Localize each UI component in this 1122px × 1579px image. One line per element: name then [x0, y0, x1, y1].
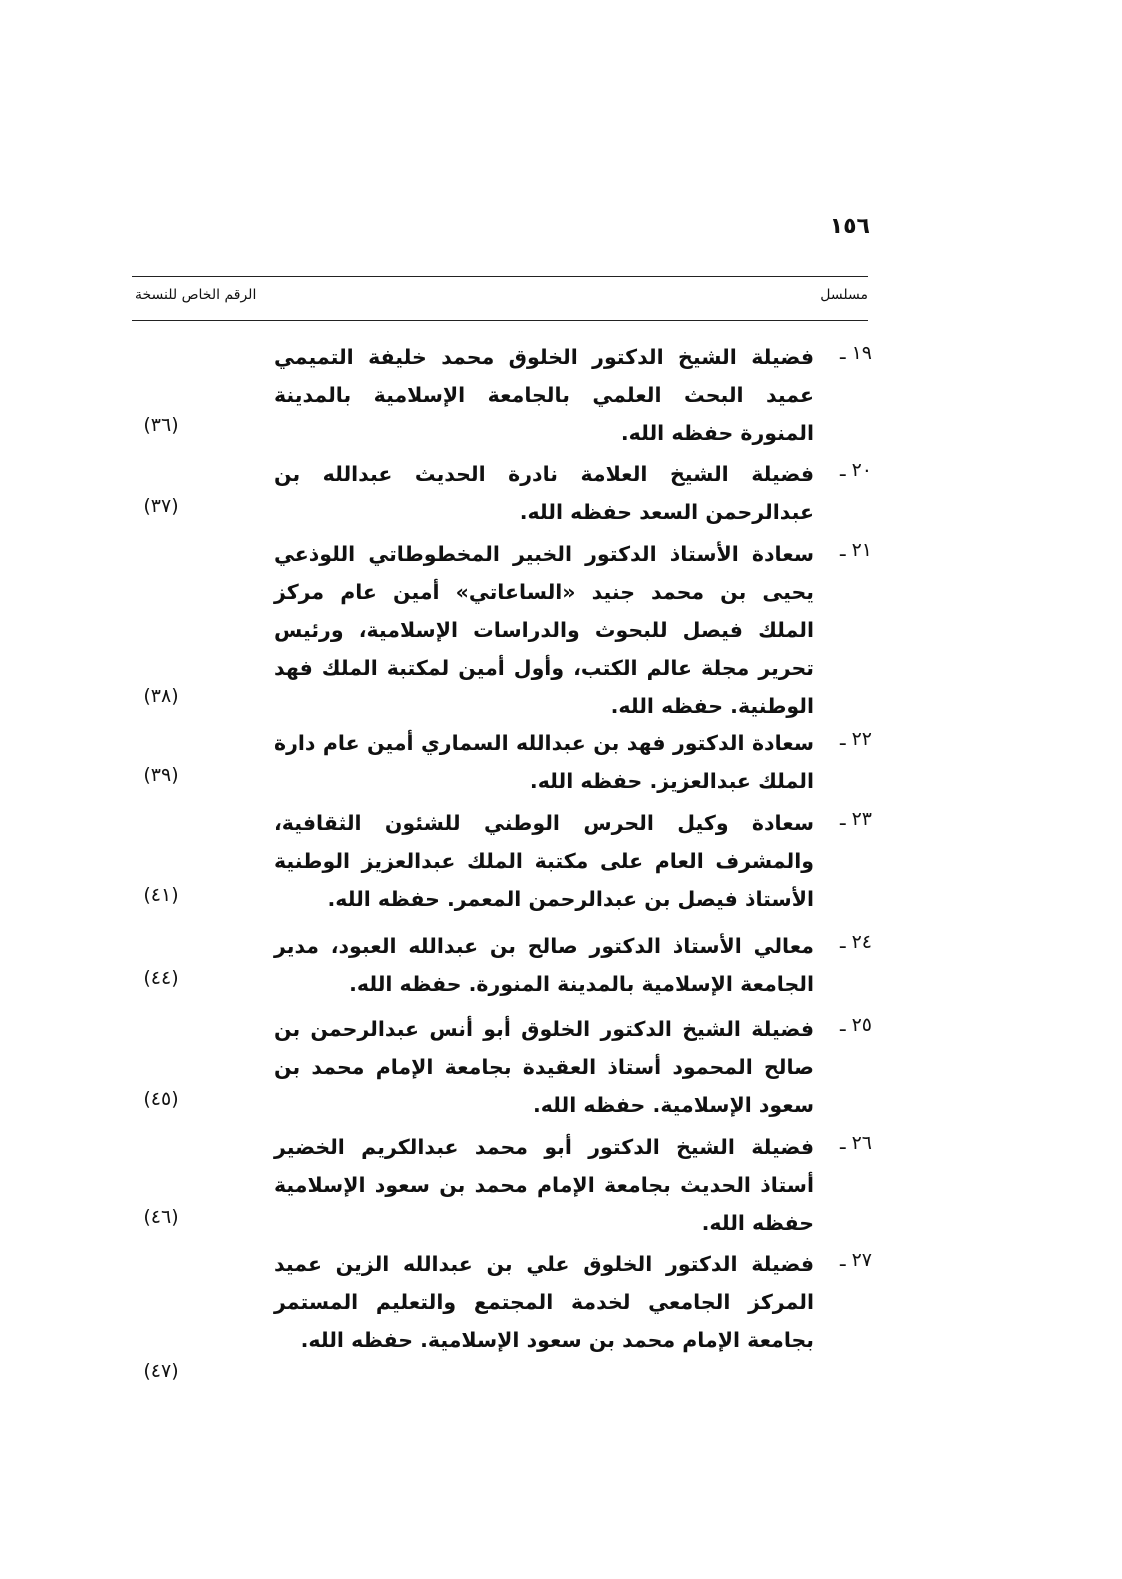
entry-number: ٢٧ ـ — [839, 1249, 872, 1271]
entry-text: سعادة الأستاذ الدكتور الخبير المخطوطاتي اللوذعي يحيى بن محمد جنيد «الساعاتي» أمين عام مركز الملك فيصل للبحوث والدراسات الإسلامية، ورئيس تحرير مجلة عالم الكتب، وأول أمين لمكتبة الملك فهد الوطنية. حفظه الله. — [274, 542, 814, 718]
entry-copy-number: (٤٦) — [143, 1206, 179, 1228]
entry-copy-number: (٣٩) — [143, 764, 179, 786]
list-item — [130, 804, 872, 924]
entry-number: ٢٣ ـ — [839, 808, 872, 830]
entry-copy-number: (٤١) — [143, 884, 179, 906]
entry-text: سعادة الدكتور فهد بن عبدالله السماري أمين عام دارة الملك عبدالعزيز. حفظه الله. — [274, 731, 814, 793]
entry-text: سعادة وكيل الحرس الوطني للشئون الثقافية، والمشرف العام على مكتبة الملك عبدالعزيز الوطنية الأستاذ فيصل بن عبدالرحمن المعمر. حفظه الله. — [274, 811, 814, 911]
list-item — [130, 1010, 872, 1130]
entry-text: معالي الأستاذ الدكتور صالح بن عبدالله العبود، مدير الجامعة الإسلامية بالمدينة المنورة. حفظه الله. — [274, 934, 814, 996]
list-item — [130, 338, 872, 448]
copy-number-column-header: الرقم الخاص للنسخة — [135, 287, 257, 303]
entry-number: ٢٥ ـ — [839, 1014, 872, 1036]
page-number: ١٥٦ — [829, 214, 870, 239]
list-item — [130, 535, 872, 725]
entry-number: ١٩ ـ — [839, 342, 872, 364]
serial-column-header: مسلسل — [820, 287, 868, 303]
entry-number: ٢١ ـ — [839, 539, 872, 561]
entry-number: ٢٠ ـ — [839, 459, 872, 481]
entry-text: فضيلة الشيخ العلامة نادرة الحديث عبدالله بن عبدالرحمن السعد حفظه الله. — [274, 462, 814, 524]
entry-copy-number: (٤٥) — [143, 1088, 179, 1110]
entry-text: فضيلة الدكتور الخلوق علي بن عبدالله الزين عميد المركز الجامعي لخدمة المجتمع والتعليم المستمر بجامعة الإمام محمد بن سعود الإسلامية. حفظه الله. — [274, 1252, 814, 1352]
entry-number: ٢٢ ـ — [839, 728, 872, 750]
entry-text: فضيلة الشيخ الدكتور الخلوق أبو أنس عبدالرحمن بن صالح المحمود أستاذ العقيدة بجامعة الإمام محمد بن سعود الإسلامية. حفظه الله. — [274, 1017, 814, 1117]
header-bottom-rule — [132, 320, 868, 321]
entry-copy-number: (٣٨) — [143, 685, 179, 707]
header-top-rule — [132, 276, 868, 277]
entry-copy-number: (٣٦) — [143, 414, 179, 436]
entry-copy-number: (٤٤) — [143, 967, 179, 989]
entry-copy-number: (٣٧) — [143, 495, 179, 517]
entry-number: ٢٤ ـ — [839, 931, 872, 953]
entry-text: فضيلة الشيخ الدكتور أبو محمد عبدالكريم الخضير أستاذ الحديث بجامعة الإمام محمد بن سعود الإسلامية حفظه الله. — [274, 1135, 814, 1235]
list-item — [130, 1128, 872, 1248]
entry-number: ٢٦ ـ — [839, 1132, 872, 1154]
entry-text: فضيلة الشيخ الدكتور الخلوق محمد خليفة التميمي عميد البحث العلمي بالجامعة الإسلامية بالمدينة المنورة حفظه الله. — [274, 345, 814, 445]
entry-copy-number: (٤٧) — [143, 1360, 179, 1382]
list-item — [130, 1245, 872, 1395]
list-item — [130, 724, 872, 804]
list-item — [130, 455, 872, 535]
list-item — [130, 927, 872, 1007]
